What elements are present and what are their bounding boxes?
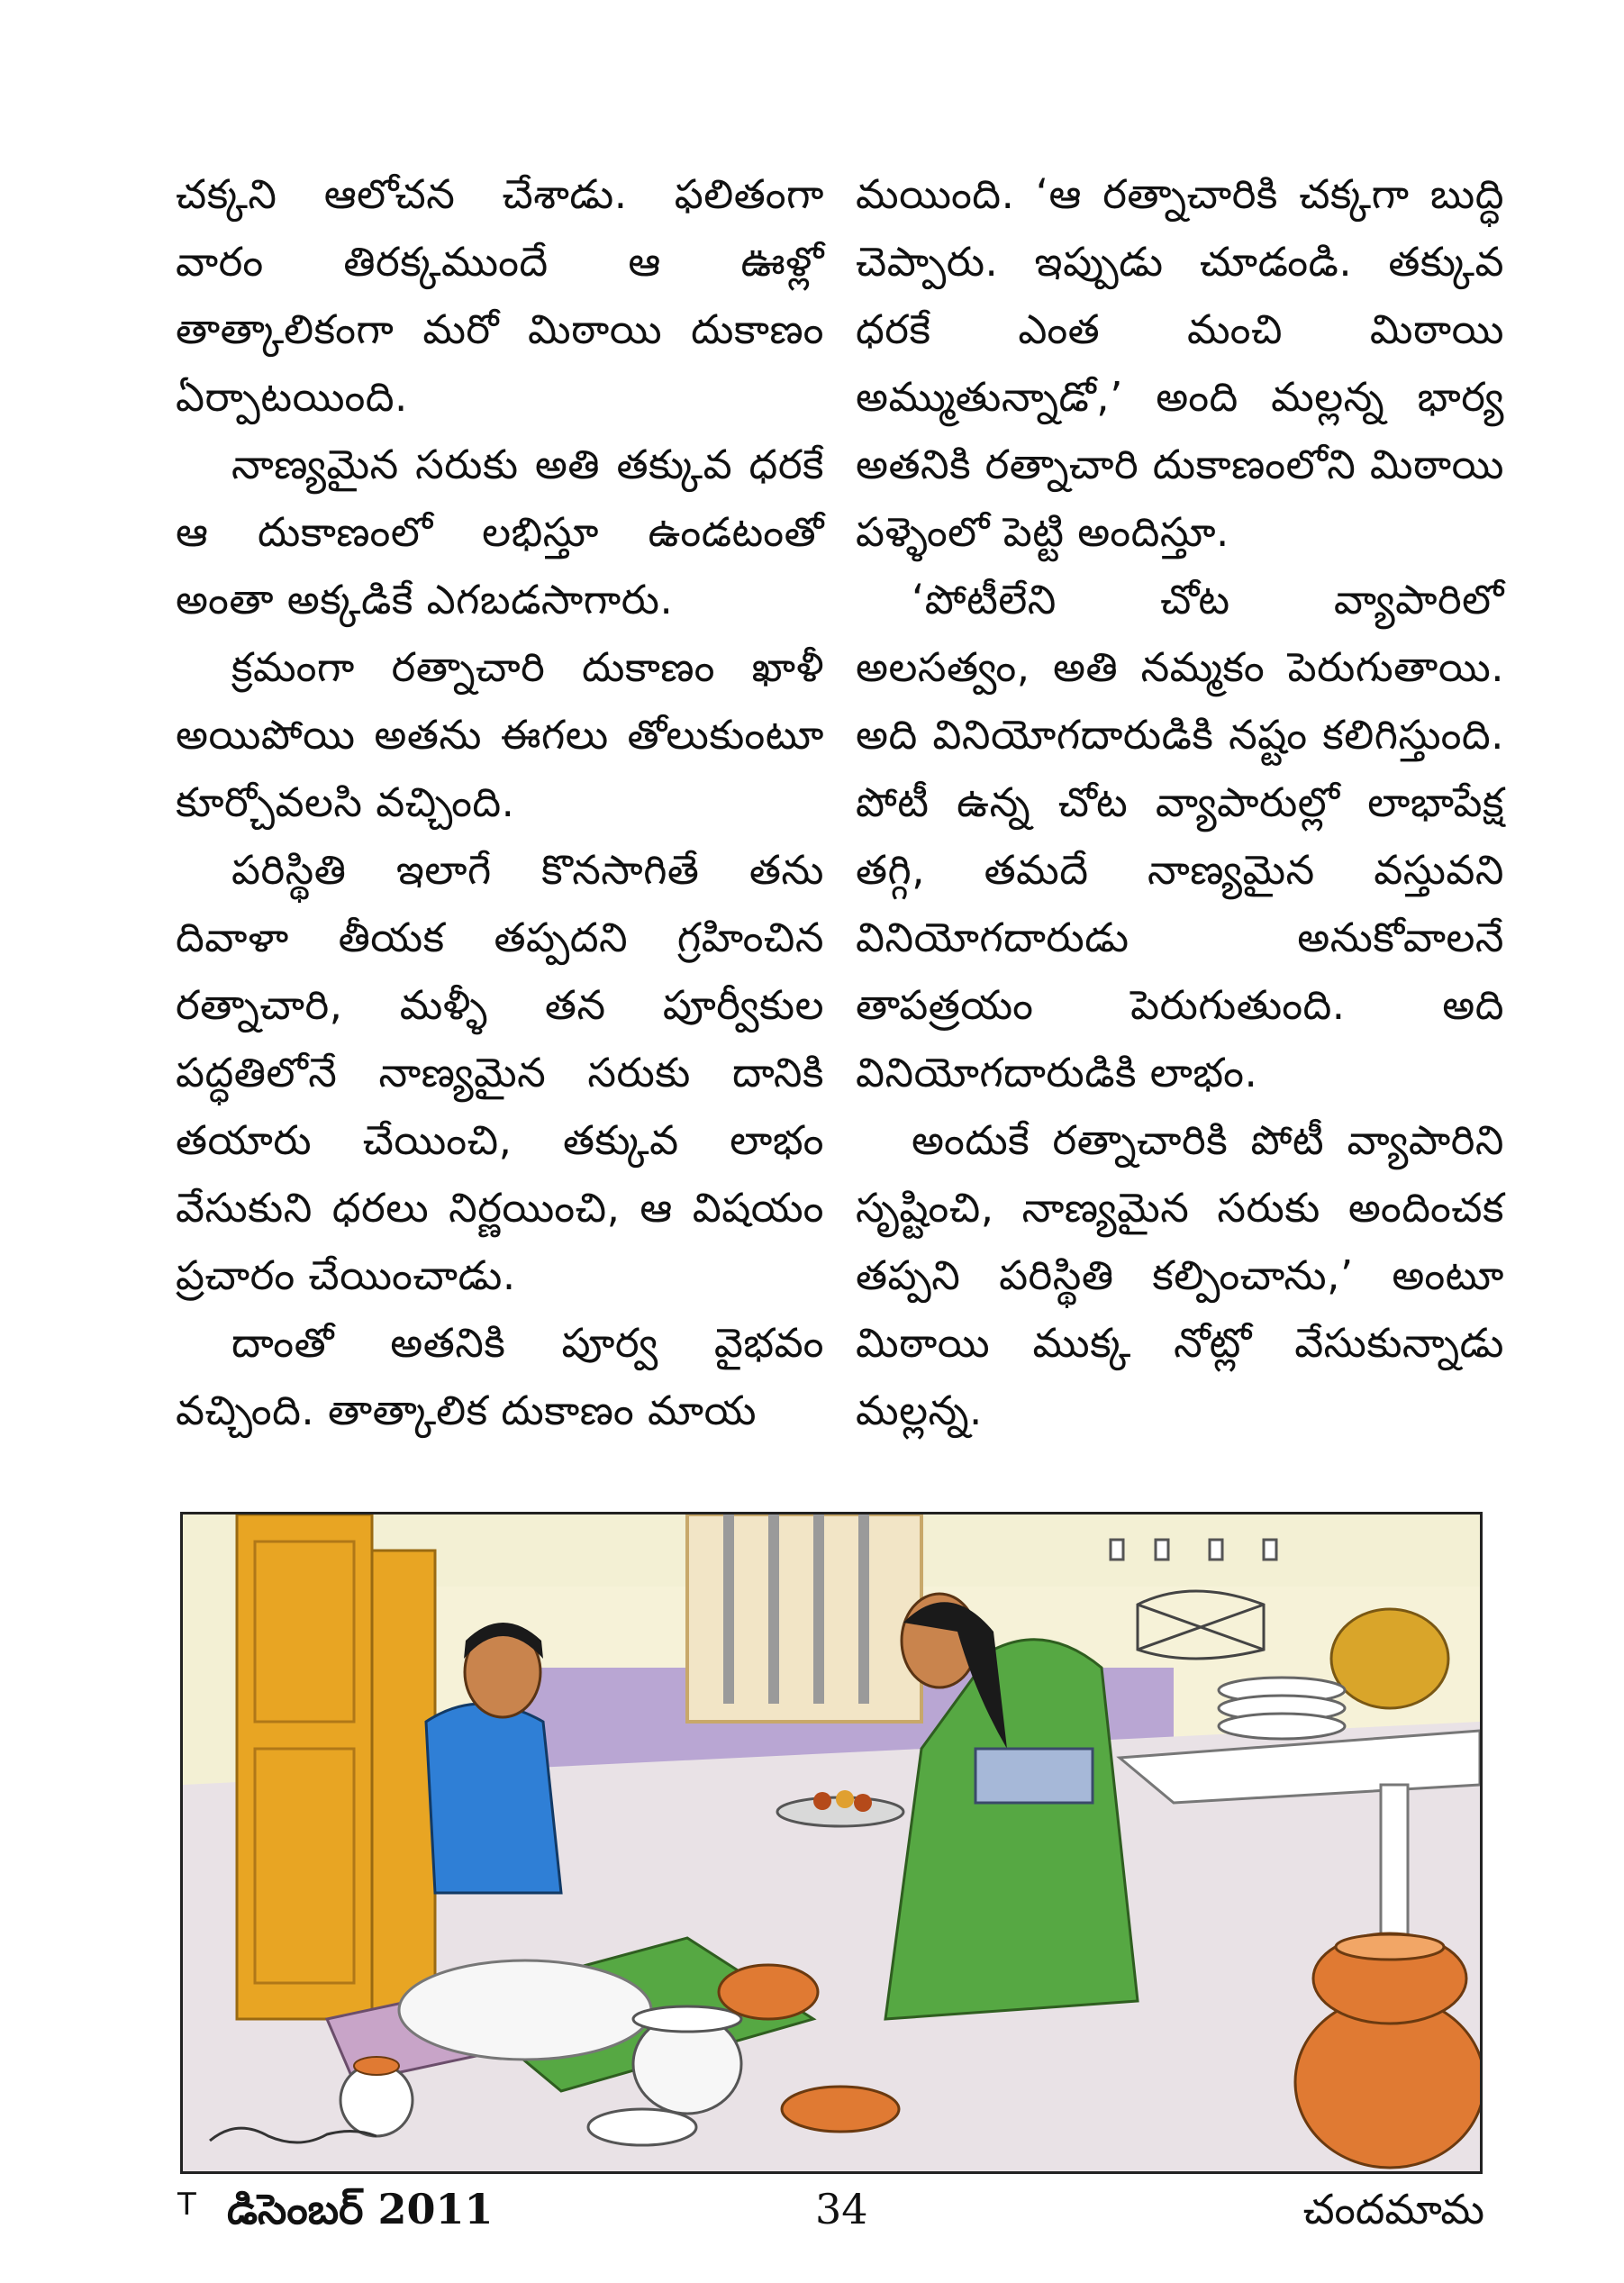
paragraph: దాంతో అతనికి పూర్వ వైభవం వచ్చింది. తాత్కాలిక దుకాణం మాయ [176,1319,824,1434]
paragraph: క్రమంగా రత్నాచారి దుకాణం ఖాళీ అయిపోయి అతను ఈగలు తోలుకుంటూ కూర్చోవలసి వచ్చింది. [176,643,824,826]
issue-date: డిసెంబర్ 2011 [227,2185,494,2233]
story-illustration [180,1512,1483,2174]
page-number: 34 [815,2185,868,2233]
magazine-name: చందమామ [1302,2185,1484,2233]
right-text-column [856,160,1504,1444]
t-mark: T [177,2187,196,2223]
paragraph: పరిస్థితి ఇలాగే కొనసాగితే తను దివాళా తీయక తప్పదని గ్రహించిన రత్నాచారి, మళ్ళీ తన పూర్వీకుల పద్ధతిలోనే నాణ్యమైన సరుకు దానికి తయారు చేయించి, తక్కువ లాభం వేసుకుని ధరలు నిర్ణయించి, ఆ విషయం ప్రచారం చేయించాడు. [176,846,824,1299]
paragraph: నాణ్యమైన సరుకు అతి తక్కువ ధరకే ఆ దుకాణంలో లభిస్తూ ఉండటంతో అంతా అక్కడికే ఎగబడసాగారు. [176,441,824,623]
paragraph: అందుకే రత్నాచారికి పోటీ వ్యాపారిని సృష్టించి, నాణ్యమైన సరుకు అందించక తప్పని పరిస్థితి కల్పించాను,’ అంటూ మిఠాయి ముక్క నోట్లో వేసుకున్నాడు మల్లన్న. [856,1116,1504,1434]
paragraph: మయింది. ‘ఆ రత్నాచారికి చక్కగా బుద్ధి చెప్పారు. ఇప్పుడు చూడండి. తక్కువ ధరకే ఎంత మంచి మిఠాయి అమ్ముతున్నాడో,’ అంది మల్లన్న భార్య అతనికి రత్నాచారి దుకాణంలోని మిఠాయి పళ్ళెంలో పెట్టి అందిస్తూ. [856,170,1504,556]
page-footer [0,2185,1624,2248]
paragraph: ‘పోటీలేని చోట వ్యాపారిలో అలసత్వం, అతి నమ్మకం పెరుగుతాయి. అది వినియోగదారుడికి నష్టం కలిగిస్తుంది. పోటీ ఉన్న చోట వ్యాపారుల్లో లాభాపేక్ష తగ్గి, తమదే నాణ్యమైన వస్తువని వినియోగదారుడు అనుకోవాలనే తాపత్రయం పెరుగుతుంది. అది వినియోగదారుడికి లాభం. [856,576,1504,1096]
left-text-column [176,160,824,1444]
paragraph: చక్కని ఆలోచన చేశాడు. ఫలితంగా వారం తిరక్కముందే ఆ ఊళ్లో తాత్కాలికంగా మరో మిఠాయి దుకాణం ఏర్పాటయింది. [176,170,824,421]
